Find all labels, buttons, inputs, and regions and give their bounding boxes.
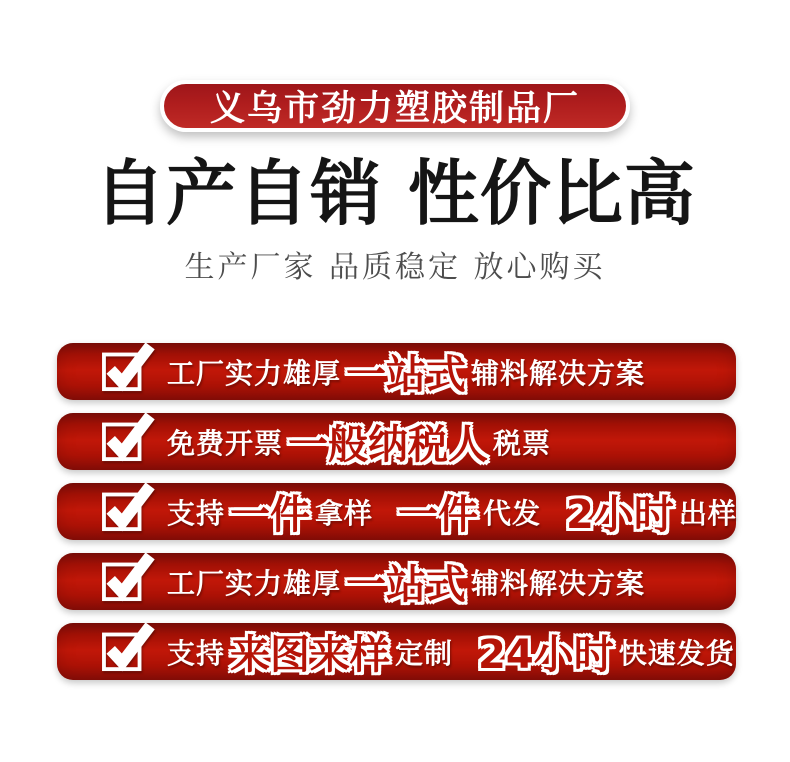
banner-text: 出样 [678,496,737,530]
banner-text: 定制 [395,636,454,670]
banner-segments [167,623,735,680]
checkbox-check-icon [101,482,155,532]
checkbox-check-icon [101,622,155,672]
main-title: 自产自销 性价比高 [94,152,696,235]
feature-banner-row [57,553,736,610]
banner-segments [167,413,551,470]
banner-text: 工厂实力雄厚 [167,356,342,390]
feature-banner-row [57,413,736,470]
banner-text: 代发 [483,496,542,530]
feature-banner-row [57,623,736,680]
banner-segments [167,483,737,540]
banner-text: 工厂实力雄厚 [167,566,342,600]
banner-text-highlight: 一件 [398,492,479,538]
banner-text: 税票 [493,426,552,460]
banner-segments [167,343,645,400]
checkbox-check-icon [101,342,155,392]
factory-name-badge: 义乌市劲力塑胶制品厂 [160,80,630,132]
checkbox-check-icon [101,412,155,462]
banner-text-highlight: 一站式 [346,352,467,398]
banner-text: 免费开票 [167,426,284,460]
banner-text: 辅料解决方案 [471,566,646,600]
banner-text-highlight: 24小时 [478,632,614,678]
banner-stack [57,343,736,680]
feature-banner-row [57,343,736,400]
banner-text-highlight: 一般纳税人 [288,422,489,468]
subtitle: 生产厂家 品质稳定 放心购买 [184,249,606,285]
feature-banner-row [57,483,736,540]
banner-text: 拿样 [315,496,374,530]
checkbox-check-icon [101,552,155,602]
banner-text: 辅料解决方案 [471,356,646,390]
banner-text-highlight: 一站式 [346,562,467,608]
banner-text: 快速发货 [618,636,735,670]
banner-text: 支持 [167,636,226,670]
banner-text-highlight: 一件 [230,492,311,538]
banner-text-highlight: 2小时 [566,492,674,538]
banner-text-highlight: 来图来样 [230,632,391,678]
banner-segments [167,553,645,610]
banner-text: 支持 [167,496,226,530]
